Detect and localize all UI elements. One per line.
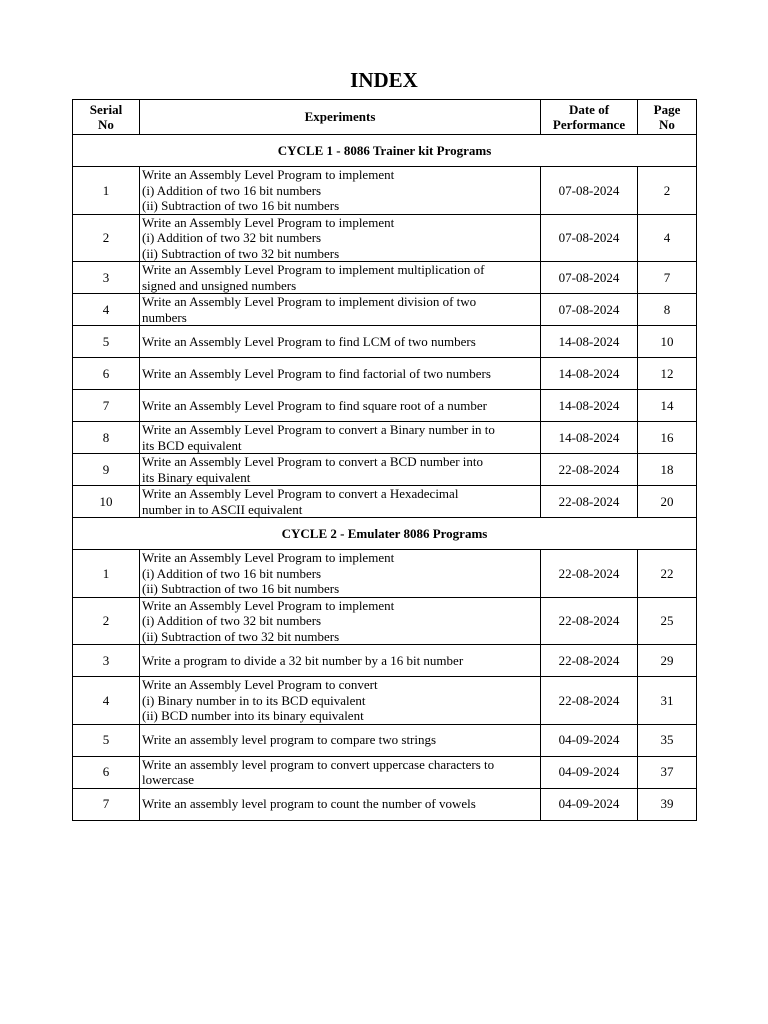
- performance-date: 14-08-2024: [541, 422, 638, 454]
- page-title: INDEX: [350, 68, 418, 92]
- serial-number: 1: [73, 550, 140, 598]
- experiment-title: Write an Assembly Level Program to convert a Binary number in to its BCD equivalent: [140, 422, 541, 454]
- table-row: [73, 486, 697, 518]
- experiment-title: Write an Assembly Level Program to implement (i) Addition of two 32 bit numbers (ii) Subtraction of two 32 bit numbers: [140, 214, 541, 262]
- cycle1-header-row: [73, 135, 697, 167]
- page-number: 31: [638, 677, 697, 725]
- page-number: 4: [638, 214, 697, 262]
- experiment-title: Write an assembly level program to compare two strings: [140, 724, 541, 756]
- table-row: [73, 167, 697, 215]
- serial-number: 3: [73, 262, 140, 294]
- performance-date: 22-08-2024: [541, 677, 638, 725]
- performance-date: 14-08-2024: [541, 390, 638, 422]
- serial-number: 9: [73, 454, 140, 486]
- page-number: 10: [638, 326, 697, 358]
- page-number: 12: [638, 358, 697, 390]
- page-number: 14: [638, 390, 697, 422]
- page-number: 8: [638, 294, 697, 326]
- page-number: 37: [638, 756, 697, 788]
- experiment-title: Write an Assembly Level Program to find square root of a number: [140, 390, 541, 422]
- performance-date: 22-08-2024: [541, 454, 638, 486]
- experiment-title: Write an assembly level program to convert uppercase characters to lowercase: [140, 756, 541, 788]
- performance-date: 14-08-2024: [541, 358, 638, 390]
- page-number: 16: [638, 422, 697, 454]
- experiment-title: Write a program to divide a 32 bit number by a 16 bit number: [140, 645, 541, 677]
- serial-number: 5: [73, 724, 140, 756]
- table-row: [73, 326, 697, 358]
- experiment-title: Write an Assembly Level Program to implement (i) Addition of two 16 bit numbers (ii) Subtraction of two 16 bit numbers: [140, 167, 541, 215]
- serial-number: 2: [73, 597, 140, 645]
- table-row: [73, 645, 697, 677]
- page-number: 25: [638, 597, 697, 645]
- serial-number: 10: [73, 486, 140, 518]
- performance-date: 07-08-2024: [541, 294, 638, 326]
- table-row: [73, 597, 697, 645]
- performance-date: 22-08-2024: [541, 597, 638, 645]
- experiment-title: Write an assembly level program to count the number of vowels: [140, 788, 541, 820]
- index-table: [72, 99, 697, 821]
- header-experiments: Experiments: [140, 100, 541, 135]
- experiment-title: Write an Assembly Level Program to implement division of two numbers: [140, 294, 541, 326]
- table-row: [73, 390, 697, 422]
- table-row: [73, 262, 697, 294]
- cycle1-label: CYCLE 1 - 8086 Trainer kit Programs: [73, 135, 697, 167]
- performance-date: 22-08-2024: [541, 645, 638, 677]
- header-serial: Serial No: [73, 100, 140, 135]
- performance-date: 07-08-2024: [541, 214, 638, 262]
- page-number: 18: [638, 454, 697, 486]
- experiment-title: Write an Assembly Level Program to convert a Hexadecimal number in to ASCII equivalent: [140, 486, 541, 518]
- table-row: [73, 788, 697, 820]
- header-row: [73, 100, 697, 135]
- performance-date: 14-08-2024: [541, 326, 638, 358]
- cycle2-label: CYCLE 2 - Emulater 8086 Programs: [73, 518, 697, 550]
- performance-date: 22-08-2024: [541, 550, 638, 598]
- experiment-title: Write an Assembly Level Program to implement (i) Addition of two 32 bit numbers (ii) Subtraction of two 32 bit numbers: [140, 597, 541, 645]
- page-number: 39: [638, 788, 697, 820]
- serial-number: 3: [73, 645, 140, 677]
- table-row: [73, 454, 697, 486]
- serial-number: 6: [73, 358, 140, 390]
- table-row: [73, 294, 697, 326]
- experiment-title: Write an Assembly Level Program to find factorial of two numbers: [140, 358, 541, 390]
- table-row: [73, 358, 697, 390]
- cycle2-header-row: [73, 518, 697, 550]
- experiment-title: Write an Assembly Level Program to convert (i) Binary number in to its BCD equivalent (ii) BCD number into its binary equivalent: [140, 677, 541, 725]
- performance-date: 07-08-2024: [541, 167, 638, 215]
- serial-number: 4: [73, 294, 140, 326]
- table-row: [73, 756, 697, 788]
- table-row: [73, 214, 697, 262]
- page-number: 7: [638, 262, 697, 294]
- table-row: [73, 550, 697, 598]
- page-number: 29: [638, 645, 697, 677]
- serial-number: 5: [73, 326, 140, 358]
- experiment-title: Write an Assembly Level Program to convert a BCD number into its Binary equivalent: [140, 454, 541, 486]
- experiment-title: Write an Assembly Level Program to implement multiplication of signed and unsigned numbers: [140, 262, 541, 294]
- page-number: 20: [638, 486, 697, 518]
- experiment-title: Write an Assembly Level Program to implement (i) Addition of two 16 bit numbers (ii) Subtraction of two 16 bit numbers: [140, 550, 541, 598]
- serial-number: 2: [73, 214, 140, 262]
- serial-number: 1: [73, 167, 140, 215]
- table-row: [73, 677, 697, 725]
- table-row: [73, 724, 697, 756]
- page-number: 35: [638, 724, 697, 756]
- serial-number: 7: [73, 390, 140, 422]
- experiment-title: Write an Assembly Level Program to find LCM of two numbers: [140, 326, 541, 358]
- page-number: 2: [638, 167, 697, 215]
- performance-date: 07-08-2024: [541, 262, 638, 294]
- performance-date: 04-09-2024: [541, 756, 638, 788]
- performance-date: 22-08-2024: [541, 486, 638, 518]
- performance-date: 04-09-2024: [541, 724, 638, 756]
- serial-number: 8: [73, 422, 140, 454]
- table-row: [73, 422, 697, 454]
- serial-number: 4: [73, 677, 140, 725]
- page-number: 22: [638, 550, 697, 598]
- serial-number: 7: [73, 788, 140, 820]
- serial-number: 6: [73, 756, 140, 788]
- header-date: Date of Performance: [541, 100, 638, 135]
- performance-date: 04-09-2024: [541, 788, 638, 820]
- header-page: Page No: [638, 100, 697, 135]
